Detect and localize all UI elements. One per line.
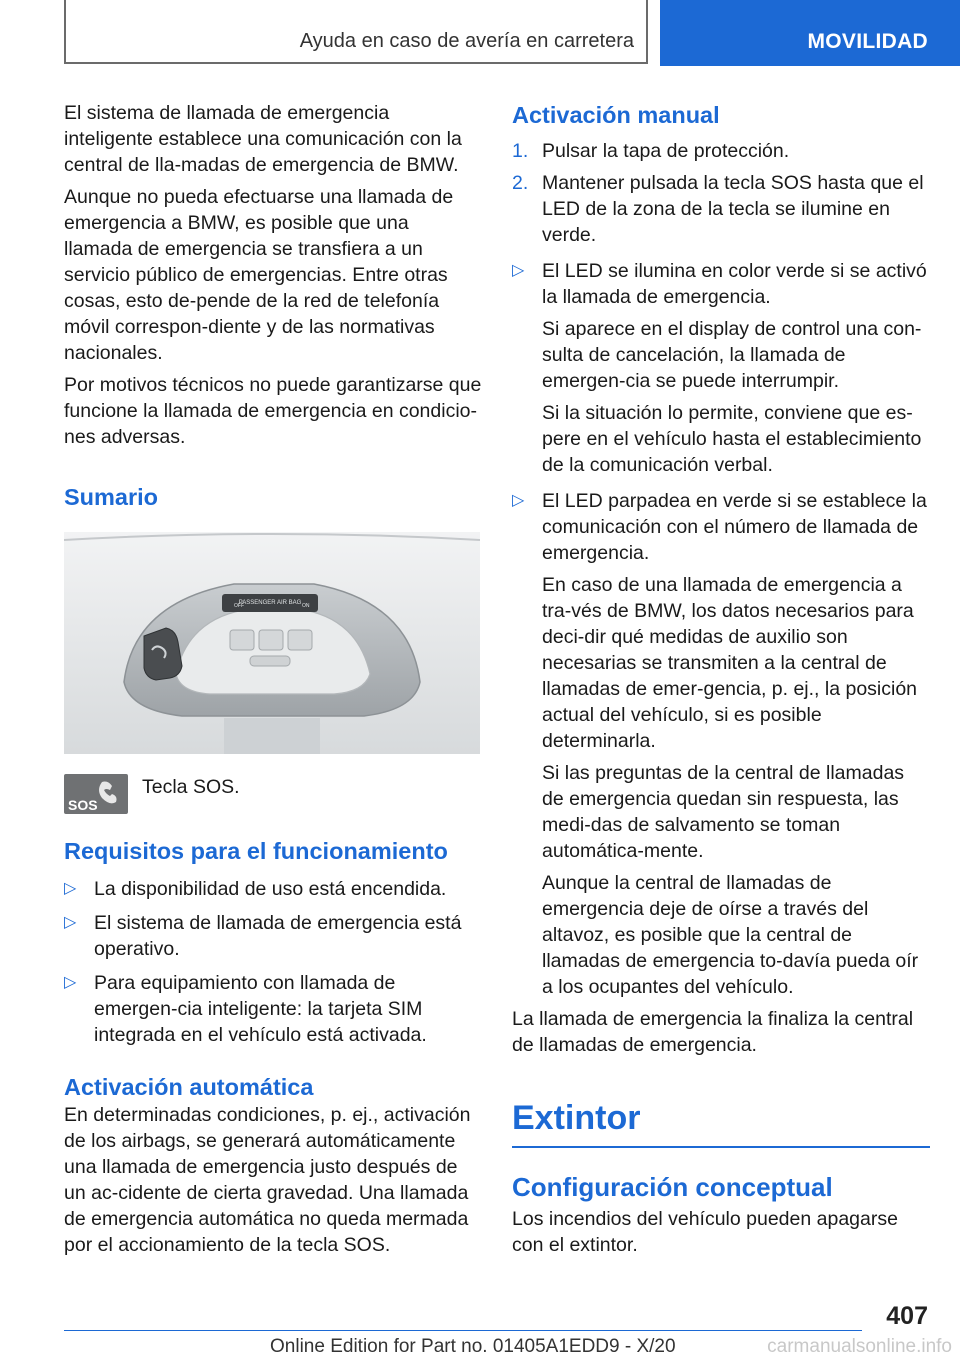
step-number: 2. — [512, 172, 529, 194]
figure-legend — [64, 774, 482, 820]
step-text: Mantener pulsada la tecla SOS hasta que el LED de la zona de la tecla se ilumine en verde. — [542, 172, 924, 246]
triangle-bullet-icon: ▷ — [64, 880, 77, 897]
sos-key-icon — [64, 774, 128, 814]
auto-paragraph: En determinadas condiciones, p. ej., activación de los airbags, se generará automáticamente una llamada de emergencia justo después de un ac-cidente de cierta gravedad. Una llamada de emergencia automática no queda mermada por el accionamiento de la tecla SOS. — [64, 1104, 471, 1256]
right-column — [512, 100, 930, 1258]
result-list — [512, 488, 930, 566]
legend-text: Tecla SOS. — [142, 776, 240, 798]
page-number: 407 — [886, 1302, 928, 1330]
header-section-tab — [660, 0, 960, 66]
extintor-heading: Extintor — [512, 1099, 641, 1137]
list-item-text: La disponibilidad de uso está encendida. — [94, 878, 447, 900]
sos-phone-icon — [64, 774, 128, 814]
panel-airbag-label: PASSENGER AIR BAG — [238, 600, 302, 606]
intro-paragraph: Por motivos técnicos no puede garantizarse que funcione la llamada de emergencia en condicio-nes adversas. — [64, 374, 482, 448]
result-list — [512, 258, 930, 310]
overhead-console-illustration — [64, 532, 480, 754]
requisitos-list — [64, 876, 482, 1048]
bullet-subparagraph: Si las preguntas de la central de llamadas de emergencia quedan sin respuesta, las medi-das de salvamento se toman automática-mente. — [542, 762, 905, 862]
list-item-text: El LED parpadea en verde si se establece la comunicación con el número de llamada de emergencia. — [542, 490, 927, 564]
edition-text: Online Edition for Part no. 01405A1EDD9 - X/20 — [270, 1336, 676, 1357]
list-item-text: El LED se ilumina en color verde si se activó la llamada de emergencia. — [542, 260, 927, 308]
sumario-heading: Sumario — [64, 484, 159, 510]
list-item — [512, 258, 930, 310]
intro-paragraph: El sistema de llamada de emergencia inteligente establece una comunicación con la central de lla-madas de emergencia de BMW. — [64, 102, 462, 176]
triangle-bullet-icon: ▷ — [512, 492, 525, 509]
section-rule — [512, 1146, 930, 1148]
list-item-text: Para equipamiento con llamada de emergen-cia inteligente: la tarjeta SIM integrada en el vehículo está activada. — [94, 972, 427, 1046]
bullet-subparagraph: Si aparece en el display de control una con-sulta de cancelación, la llamada de emergen-cia se puede interrumpir. — [542, 318, 922, 392]
closing-paragraph: La llamada de emergencia la finaliza la central de llamadas de emergencia. — [512, 1008, 914, 1056]
list-item — [64, 876, 482, 902]
list-item — [512, 488, 930, 566]
header-title: Ayuda en caso de avería en carretera — [299, 30, 634, 52]
bullet-subparagraph: En caso de una llamada de emergencia a tra-vés de BMW, los datos necesarios para deci-dir qué medidas de auxilio son necesarias se transmiten a la central de llamadas de emer-gencia, p. ej., la posición actual del vehículo, si es posible determinarla. — [542, 574, 918, 752]
triangle-bullet-icon: ▷ — [512, 262, 525, 279]
panel-off-label: OFF — [234, 603, 244, 609]
left-column — [64, 100, 482, 1258]
triangle-bullet-icon: ▷ — [64, 914, 77, 931]
panel-on-label: ON — [302, 603, 310, 609]
bullet-subparagraph: Si la situación lo permite, conviene que es-pere en el vehículo hasta el establecimiento de la comunicación verbal. — [542, 402, 922, 476]
step-number: 1. — [512, 140, 529, 162]
header-section-label: MOVILIDAD — [807, 30, 928, 53]
list-item-text: El sistema de llamada de emergencia está operativo. — [94, 912, 462, 960]
triangle-bullet-icon: ▷ — [64, 974, 77, 991]
bullet-subparagraph: Aunque la central de llamadas de emergencia deje de oírse a través del altavoz, es posible que la central de llamadas de emergencia to-davía pueda oír a los ocupantes del vehículo. — [542, 872, 919, 998]
auto-heading: Activación automática — [64, 1074, 314, 1100]
requisitos-heading: Requisitos para el funcionamiento — [64, 838, 448, 864]
header-title-box — [64, 0, 648, 64]
step-item — [512, 170, 930, 248]
intro-paragraph: Aunque no pueda efectuarse una llamada de emergencia a BMW, es posible que una llamada de emergencia se transfiera a un servicio público de emergencias. Entre otras cosas, esto de-pende de la red de telefonía móvil correspon-diente y de las normativas nacionales. — [64, 186, 454, 364]
config-heading: Configuración conceptual — [512, 1172, 833, 1202]
watermark-text: carmanualsonline.info — [767, 1336, 952, 1357]
footer-rule — [64, 1330, 862, 1331]
config-paragraph: Los incendios del vehículo pueden apagarse con el extintor. — [512, 1208, 898, 1256]
step-item — [512, 138, 930, 164]
sos-icon-text: SOS — [68, 797, 98, 813]
list-item — [64, 910, 482, 962]
manual-heading: Activación manual — [512, 102, 720, 128]
overhead-console-drawing — [64, 532, 480, 754]
manual-steps — [512, 138, 930, 248]
list-item — [64, 970, 482, 1048]
step-text: Pulsar la tapa de protección. — [542, 140, 790, 162]
